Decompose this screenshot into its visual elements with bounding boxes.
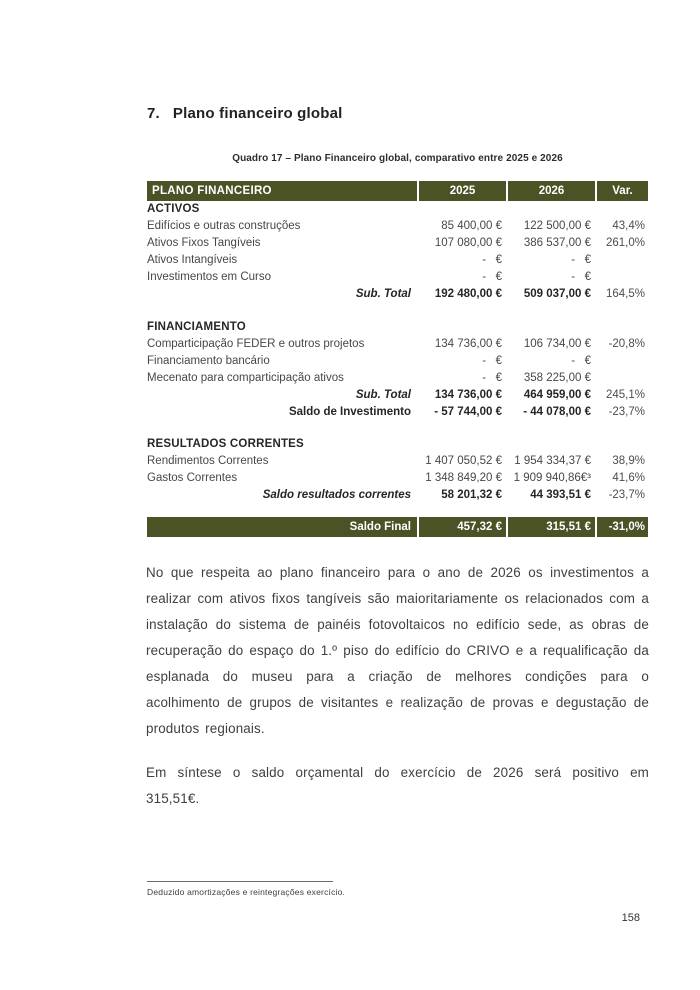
page-number: 158 [621,912,640,924]
table-subtotal-row: Sub. Total 134 736,00 € 464 959,00 € 245,1% [355,389,645,401]
saldo-final-2025: 457,32 € [417,517,506,537]
table-final-row [147,517,648,537]
table-row: Investimentos em Curso - € - € [147,271,591,283]
table-row: Rendimentos Correntes 1 407 050,52 € 1 954 334,37 € 38,9% [147,455,645,467]
saldo-final-var: -31,0% [595,517,648,537]
header-2025: 2025 [417,181,506,201]
table-subtotal-row: Saldo resultados correntes 58 201,32 € 44 393,51 € -23,7% [262,489,645,501]
table-section-row: ACTIVOS [147,203,200,215]
footnote-text: Deduzido amortizações e reintegrações exercício. [147,887,346,897]
header-2026: 2026 [506,181,595,201]
body-text [146,560,649,830]
table-row: Edifícios e outras construções 85 400,00 € 122 500,00 € 43,4% [147,220,645,232]
table-spacer [147,421,648,436]
paragraph: Em síntese o saldo orçamental do exercício de 2026 será positivo em 315,51€. [146,765,649,806]
table-row: Gastos Correntes 1 348 849,20 € 1 909 940,86€³ 41,6% [147,472,645,484]
table-row: Ativos Fixos Tangíveis 107 080,00 € 386 537,00 € 261,0% [147,237,645,249]
section-title [147,105,343,122]
table-row: Comparticipação FEDER e outros projetos 134 736,00 € 106 734,00 € -20,8% [147,338,645,350]
table-section-row: RESULTADOS CORRENTES [147,438,304,450]
saldo-final-label: Saldo Final [349,521,411,533]
table-spacer [147,303,648,319]
table-row: Financiamento bancário - € - € [147,355,591,367]
footnote-divider [147,881,333,882]
table-subtotal-row: Sub. Total 192 480,00 € 509 037,00 € 164,5% [355,288,645,300]
header-plano-financeiro: PLANO FINANCEIRO [152,185,272,197]
table-total-row: Saldo de Investimento - 57 744,00 € - 44 078,00 € -23,7% [288,406,645,418]
table-section-row: FINANCIAMENTO [147,321,246,333]
saldo-final-2026: 315,51 € [506,517,595,537]
table-spacer [147,504,648,517]
table-row: Ativos Intangíveis - € - € [147,254,591,266]
header-var: Var. [595,181,648,201]
section-title-text: Plano financeiro global [172,105,343,122]
footnote [147,881,567,897]
table-caption: Quadro 17 – Plano Financeiro global, comparativo entre 2025 e 2026 [232,153,563,164]
section-number: 7. [147,105,160,122]
paragraph: No que respeita ao plano financeiro para o ano de 2026 os investimentos a realizar com ativos fixos tangíveis são maioritariamente os relacionados com a instalação do sistema de painéis fotovoltaicos no edifício sede, as obras de recuperação do espaço do 1.º piso do edifício do CRIVO e a requalificação da esplanada do museu para a criação de melhores condições para o acolhimento de grupos de visitantes e realização de provas e degustação de produtos regionais. [146,565,649,736]
financial-table [147,181,648,537]
table-header-row [147,181,648,201]
table-row: Mecenato para comparticipação ativos - € 358 225,00 € [147,372,591,384]
